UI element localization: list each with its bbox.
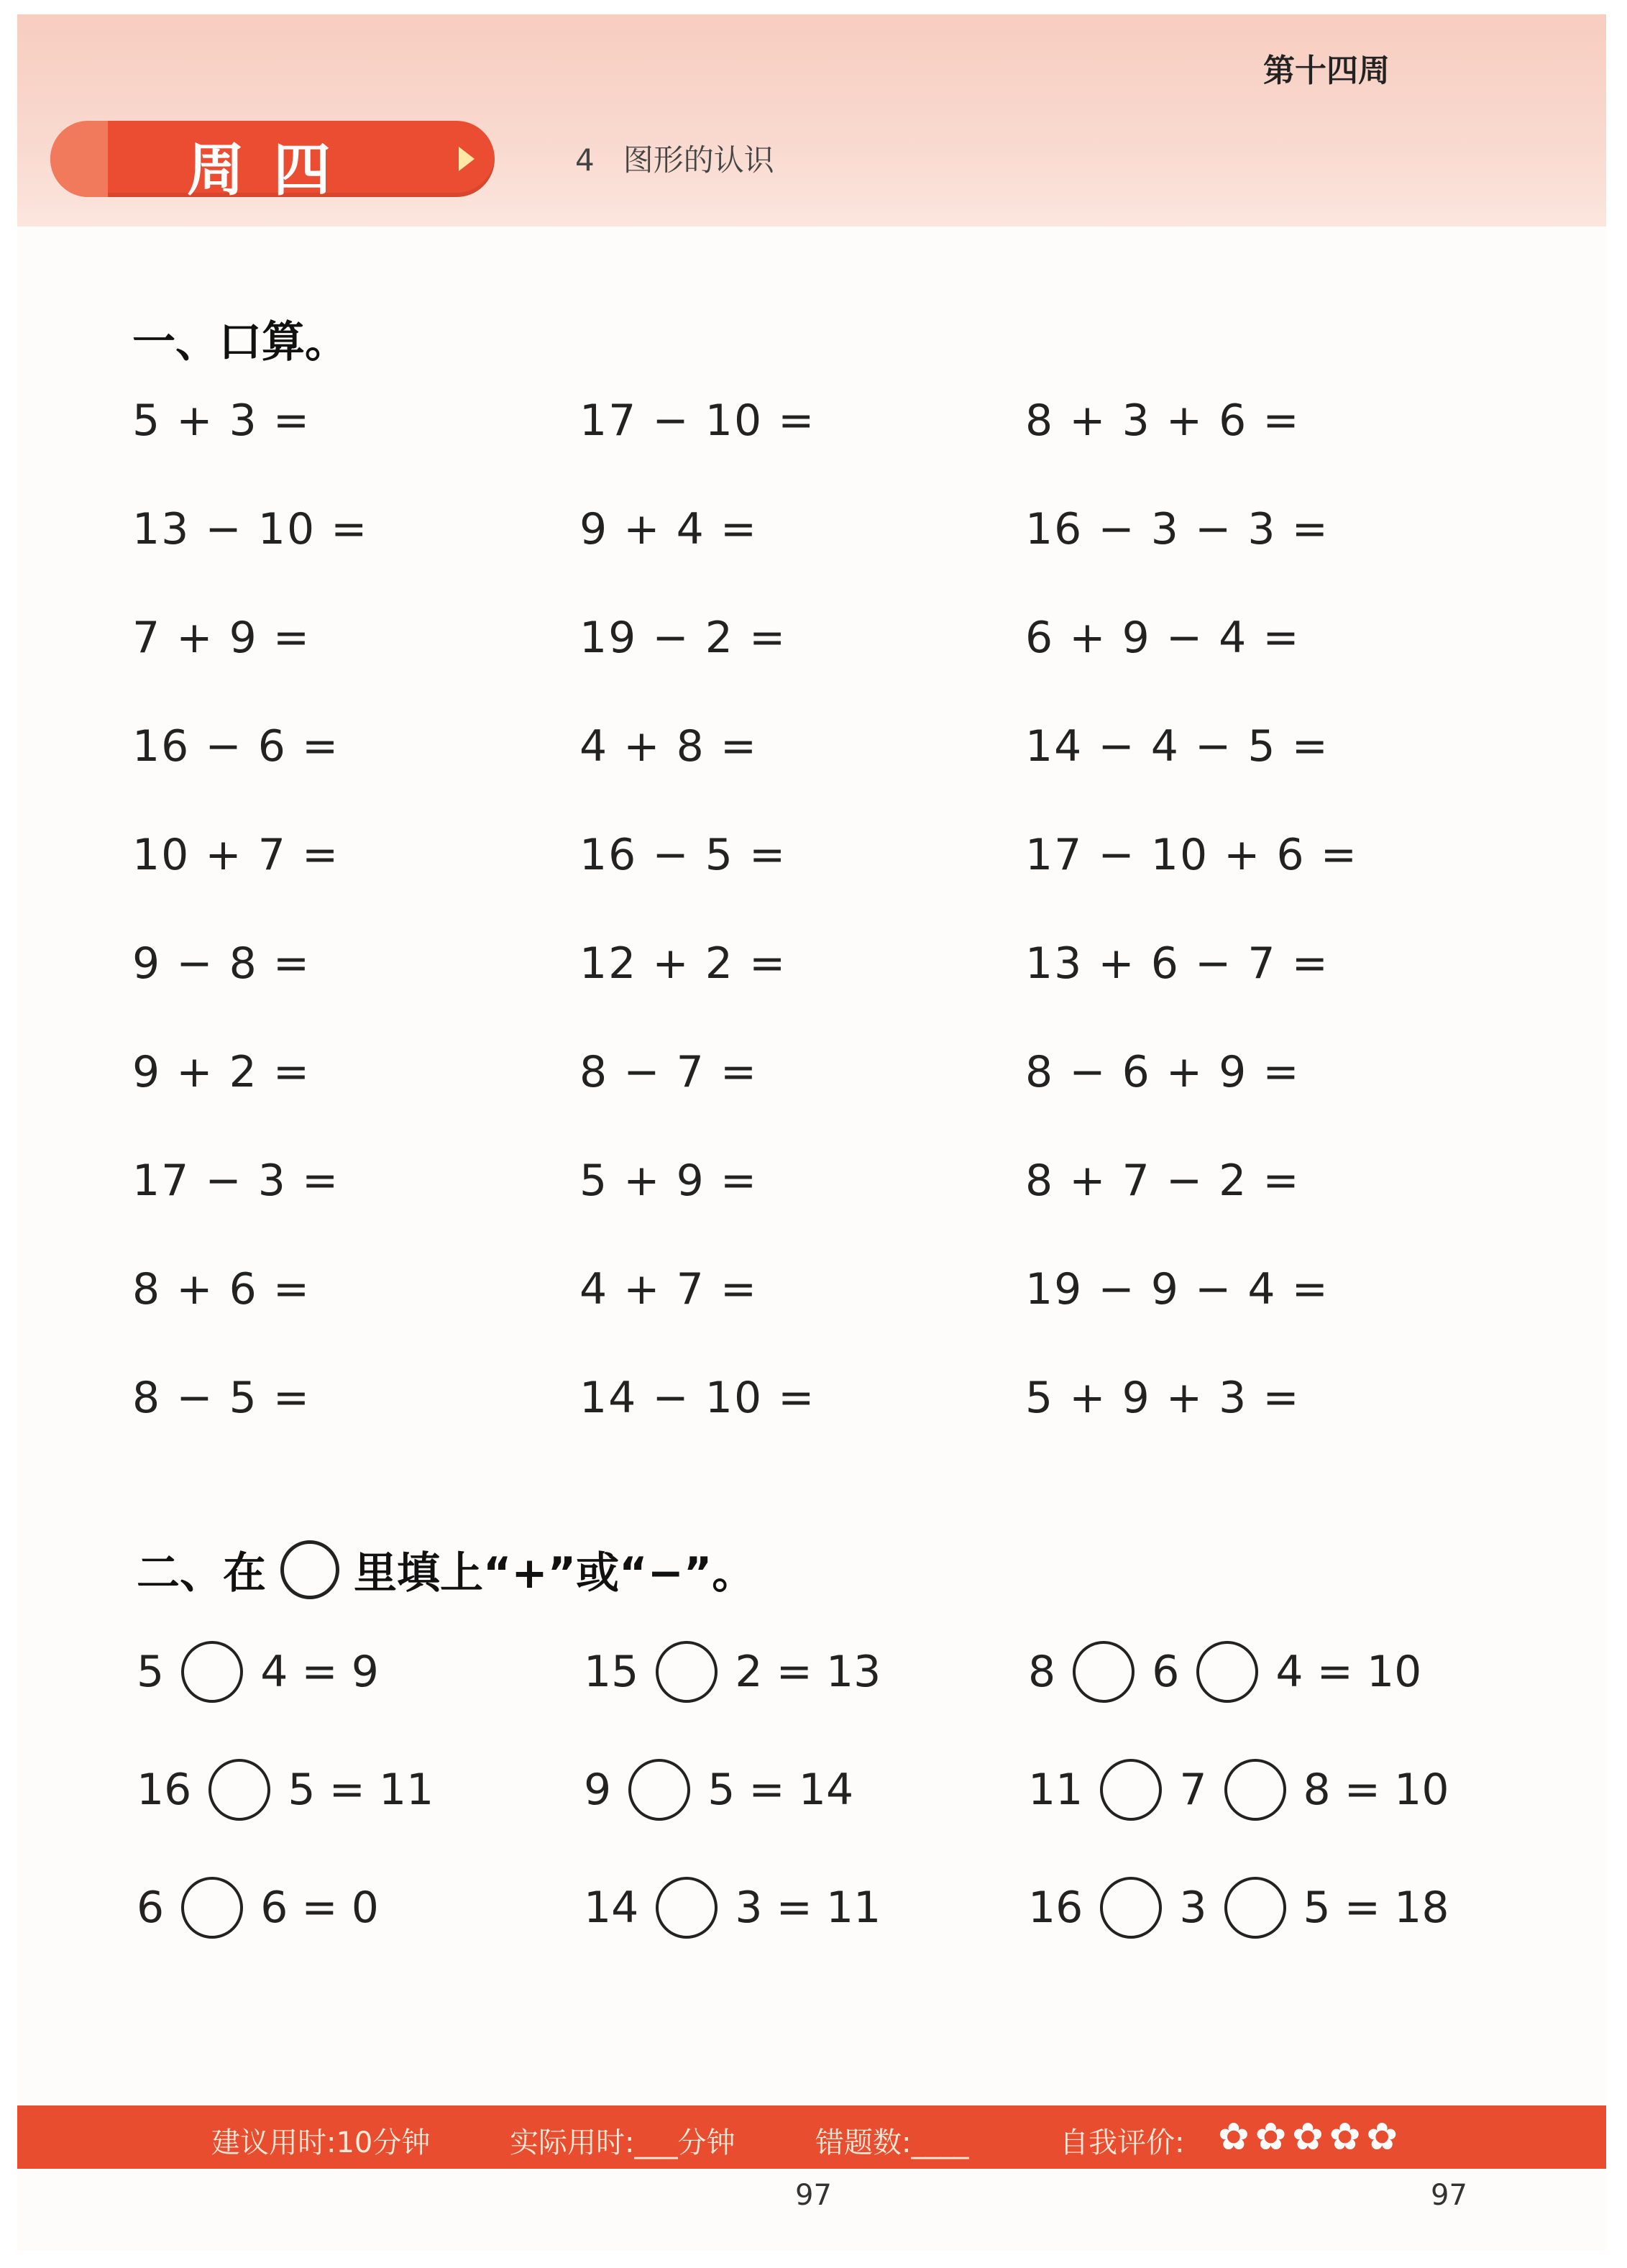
calc-problem: 8 − 6 + 9 = <box>1025 1047 1301 1097</box>
operator-circle[interactable] <box>181 1641 243 1703</box>
equation-rest: 5 = 18 <box>1303 1883 1449 1933</box>
unit-title <box>575 137 774 180</box>
play-arrow-icon <box>459 147 475 171</box>
equation-rest: 4 = 10 <box>1275 1647 1422 1697</box>
unit-name: 图形的认识 <box>623 142 774 178</box>
equation-rest: 8 = 10 <box>1303 1765 1449 1815</box>
flower-star-icon[interactable]: ✿ <box>1292 2116 1324 2159</box>
calc-problem: 16 − 3 − 3 = <box>1025 504 1329 554</box>
calc-problem: 9 − 8 = <box>132 938 311 989</box>
operator-circle[interactable] <box>656 1641 718 1703</box>
operand: 15 <box>584 1647 639 1697</box>
calc-problem: 9 + 2 = <box>132 1047 311 1097</box>
fill-problem <box>137 1877 379 1939</box>
calc-problem: 8 − 5 = <box>132 1373 311 1423</box>
circle-icon <box>280 1540 339 1599</box>
calc-problem: 14 − 10 = <box>579 1373 816 1423</box>
calc-problem: 8 − 7 = <box>579 1047 758 1097</box>
operator-circle[interactable] <box>208 1759 270 1821</box>
operand: 5 <box>137 1647 165 1697</box>
suggested-time: 建议用时:10分钟 <box>211 2126 431 2159</box>
calc-problem: 19 − 9 − 4 = <box>1025 1264 1329 1314</box>
operand: 11 <box>1028 1765 1083 1815</box>
fill-problem <box>1028 1641 1421 1703</box>
calc-problem: 4 + 8 = <box>579 721 758 772</box>
operand: 6 <box>1152 1647 1180 1697</box>
fill-problem <box>584 1759 853 1821</box>
self-evaluation-label: 自我评价: <box>1060 2126 1185 2159</box>
fill-problem <box>137 1759 434 1821</box>
section2-title-before: 二、在 <box>137 1548 266 1599</box>
operator-circle[interactable] <box>1073 1641 1135 1703</box>
week-label: 第十四周 <box>1263 52 1390 89</box>
calc-problem: 12 + 2 = <box>579 938 787 989</box>
operand: 8 <box>1028 1647 1056 1697</box>
flower-star-icon[interactable]: ✿ <box>1255 2116 1287 2159</box>
calc-problem: 19 − 2 = <box>579 613 787 663</box>
flower-star-icon[interactable]: ✿ <box>1218 2116 1250 2159</box>
equation-rest: 3 = 11 <box>735 1883 881 1933</box>
flower-star-icon[interactable]: ✿ <box>1329 2116 1361 2159</box>
calc-problem: 5 + 3 = <box>132 395 311 446</box>
calc-problem: 16 − 5 = <box>579 830 787 880</box>
calc-problem: 5 + 9 + 3 = <box>1025 1373 1301 1423</box>
section2-title-after: 里填上“+”或“−”。 <box>354 1548 756 1599</box>
fill-problem <box>137 1641 379 1703</box>
calc-problem: 17 − 3 = <box>132 1156 340 1206</box>
calc-problem: 13 − 10 = <box>132 504 369 554</box>
equation-rest: 5 = 11 <box>288 1765 434 1815</box>
operator-circle[interactable] <box>1224 1877 1286 1939</box>
calc-problem: 8 + 6 = <box>132 1264 311 1314</box>
operand: 9 <box>584 1765 612 1815</box>
rating-stars <box>1218 2116 1403 2159</box>
operator-circle[interactable] <box>656 1877 718 1939</box>
day-label: 周四 <box>187 137 359 204</box>
operator-circle[interactable] <box>628 1759 690 1821</box>
fill-problem <box>584 1877 881 1939</box>
actual-time: 实际用时:___分钟 <box>510 2126 735 2159</box>
operand: 16 <box>1028 1883 1083 1933</box>
calc-problem: 17 − 10 = <box>579 395 816 446</box>
calc-problem: 17 − 10 + 6 = <box>1025 830 1359 880</box>
calc-problem: 6 + 9 − 4 = <box>1025 613 1301 663</box>
calc-problem: 5 + 9 = <box>579 1156 758 1206</box>
unit-number: 4 <box>575 142 595 178</box>
calc-problem: 9 + 4 = <box>579 504 758 554</box>
operand: 14 <box>584 1883 639 1933</box>
calc-problem: 16 − 6 = <box>132 721 340 772</box>
operand: 16 <box>137 1765 192 1815</box>
fill-problem <box>1028 1877 1449 1939</box>
calc-problem: 10 + 7 = <box>132 830 340 880</box>
page-number-center: 97 <box>795 2179 832 2212</box>
operator-circle[interactable] <box>1224 1759 1286 1821</box>
operand: 3 <box>1179 1883 1207 1933</box>
calc-problem: 8 + 7 − 2 = <box>1025 1156 1301 1206</box>
operator-circle[interactable] <box>1100 1759 1162 1821</box>
calc-problem: 13 + 6 − 7 = <box>1025 938 1329 989</box>
operand: 7 <box>1179 1765 1207 1815</box>
calc-problem: 14 − 4 − 5 = <box>1025 721 1329 772</box>
fill-problem <box>1028 1759 1449 1821</box>
calc-problem: 8 + 3 + 6 = <box>1025 395 1301 446</box>
footer-bar <box>17 2105 1606 2169</box>
equation-rest: 2 = 13 <box>735 1647 881 1697</box>
section1-title: 一、口算。 <box>132 317 348 367</box>
operand: 6 <box>137 1883 165 1933</box>
operator-circle[interactable] <box>1100 1877 1162 1939</box>
flower-star-icon[interactable]: ✿ <box>1366 2116 1398 2159</box>
section2-title <box>137 1539 755 1601</box>
equation-rest: 6 = 0 <box>260 1883 379 1933</box>
error-count: 错题数:____ <box>815 2126 969 2159</box>
equation-rest: 5 = 14 <box>707 1765 854 1815</box>
fill-problem <box>584 1641 881 1703</box>
calc-problem: 7 + 9 = <box>132 613 311 663</box>
operator-circle[interactable] <box>181 1877 243 1939</box>
equation-rest: 4 = 9 <box>260 1647 379 1697</box>
operator-circle[interactable] <box>1196 1641 1258 1703</box>
calc-problem: 4 + 7 = <box>579 1264 758 1314</box>
page-number-right: 97 <box>1431 2179 1467 2212</box>
